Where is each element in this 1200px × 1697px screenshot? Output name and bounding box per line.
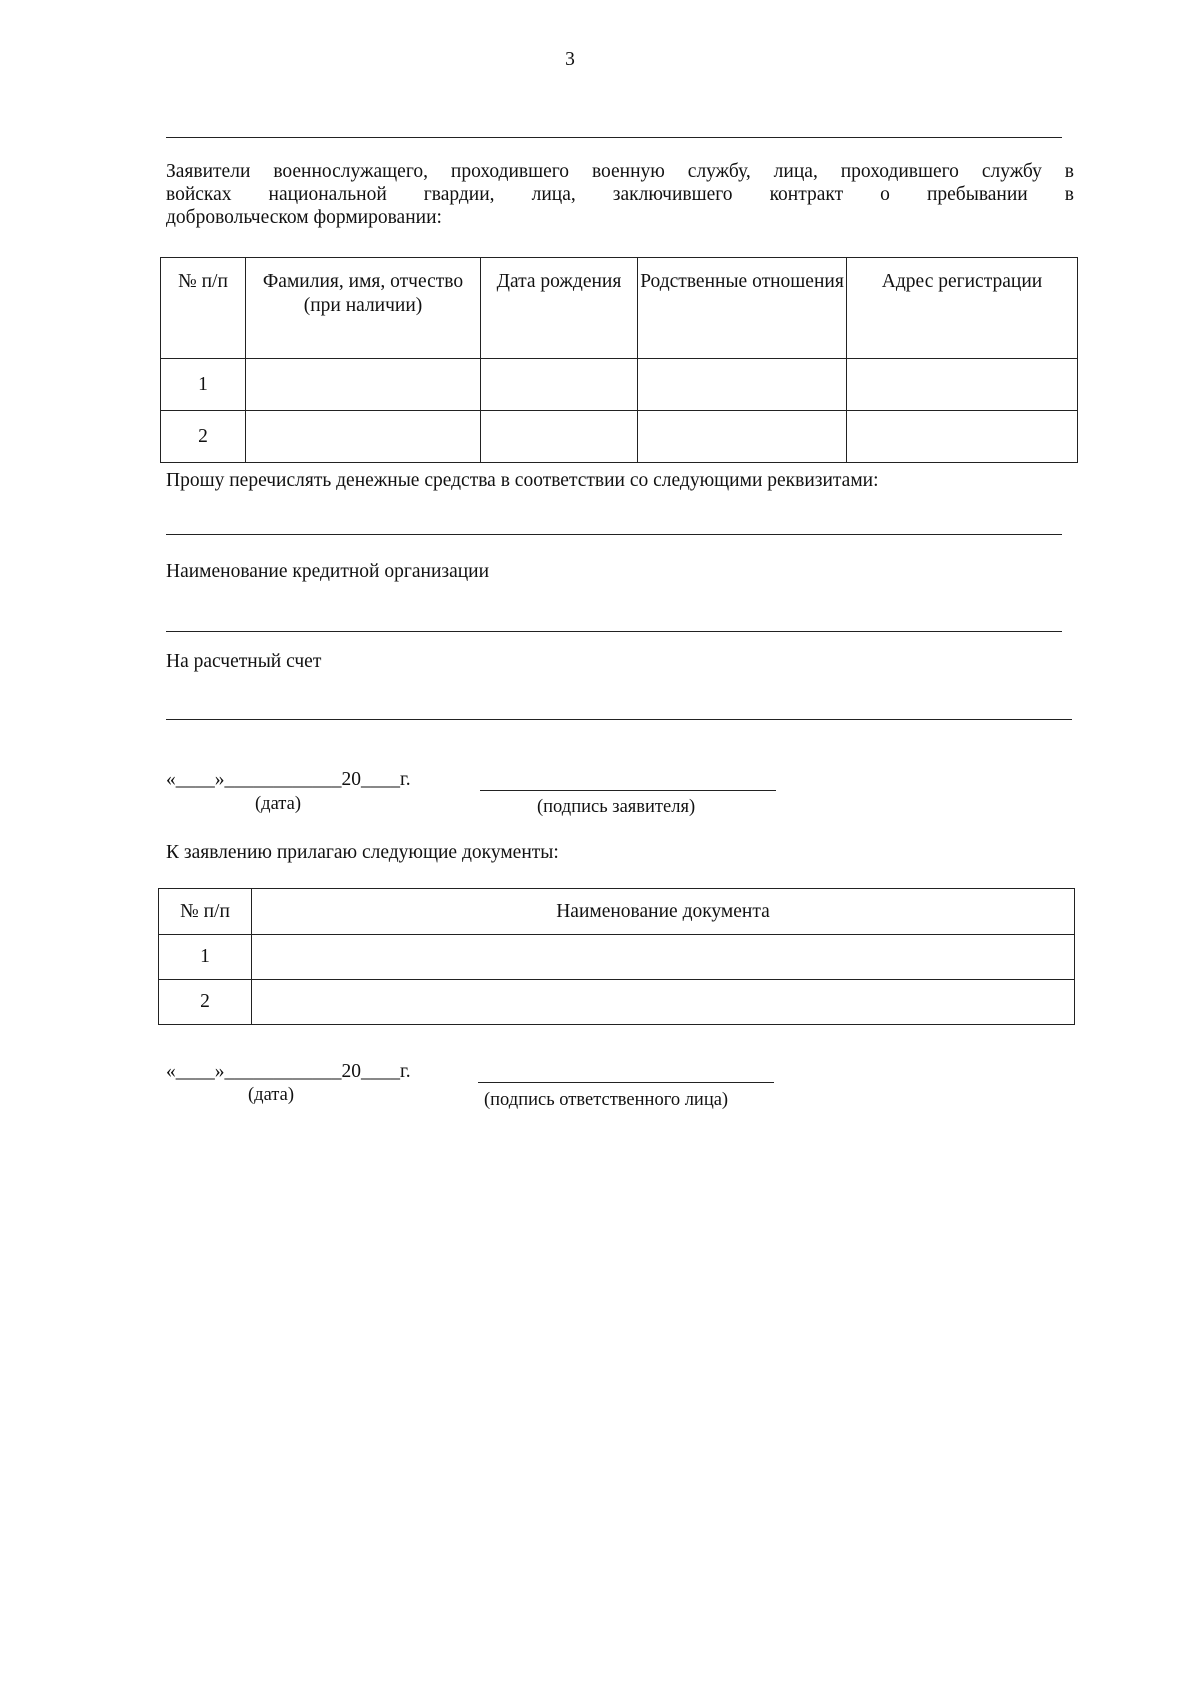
transfer-request: Прошу перечислять денежные средства в соответствии со следующими реквизитами: [166,470,879,491]
table-cell: 1 [161,359,246,411]
table-cell [481,411,638,463]
signature-line [480,790,776,791]
table-cell [246,359,481,411]
fill-line [166,631,1062,632]
documents-intro: К заявлению прилагаю следующие документы: [166,842,559,863]
bank-label: Наименование кредитной организации [166,561,490,582]
header-cell: Дата рождения [481,258,638,359]
intro-line: Заявители военнослужащего, проходившего военную службу, лица, проходившего службу в [166,161,1074,182]
table-row [161,359,1078,411]
date-caption: (дата) [255,794,301,814]
date-line: «____»____________20____г. [166,769,411,790]
header-cell: № п/п [159,889,252,935]
table-cell [638,359,847,411]
header-cell: Наименование документа [252,889,1075,935]
account-label: На расчетный счет [166,651,322,672]
table-cell: 2 [159,980,252,1025]
table-row [159,980,1075,1025]
top-rule [166,137,1062,138]
table-cell [638,411,847,463]
table-row [159,935,1075,980]
signature-caption: (подпись ответственного лица) [484,1090,729,1110]
signature-caption: (подпись заявителя) [537,797,696,817]
header-cell: Родственные отношения [638,258,847,359]
table-cell: 2 [161,411,246,463]
signature-line [478,1082,774,1083]
table-cell [246,411,481,463]
table-cell [481,359,638,411]
intro-line: войсках национальной гвардии, лица, заключившего контракт о пребывании в [166,184,1074,205]
date-caption: (дата) [248,1085,294,1105]
applicants-table [160,257,1078,463]
applicants-intro [166,160,1074,229]
header-cell: Адрес регистрации [847,258,1078,359]
table-header-row [159,889,1075,935]
table-cell [252,935,1075,980]
header-cell: № п/п [161,258,246,359]
fill-line [166,534,1062,535]
table-row [161,411,1078,463]
table-cell [847,411,1078,463]
table-cell [252,980,1075,1025]
table-cell [847,359,1078,411]
documents-table [158,888,1075,1025]
table-header-row [161,258,1078,359]
date-line: «____»____________20____г. [166,1061,411,1082]
header-cell: Фамилия, имя, отчество (при наличии) [246,258,481,359]
table-cell: 1 [159,935,252,980]
fill-line [166,719,1072,720]
intro-line: добровольческом формировании: [166,207,442,228]
page-number: 3 [565,49,575,70]
